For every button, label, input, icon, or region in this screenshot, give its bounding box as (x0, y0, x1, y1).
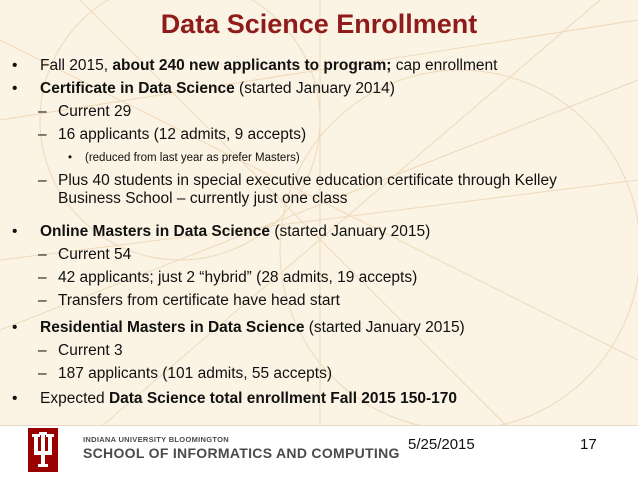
text: 42 applicants; just 2 “hybrid” (28 admits, 19 accepts) (58, 269, 418, 286)
dash-marker: – (38, 342, 47, 359)
text: (started January 2015) (270, 223, 431, 240)
bullet-line (12, 80, 395, 98)
bullet-line (38, 269, 418, 287)
bullet-line (38, 172, 557, 190)
bullet-marker: • (12, 57, 18, 74)
bullet-line (12, 223, 431, 241)
footer (0, 425, 638, 479)
university-name: INDIANA UNIVERSITY BLOOMINGTON (83, 435, 229, 444)
bold-text: Certificate in Data Science (40, 80, 235, 97)
text: Transfers from certificate have head start (58, 292, 340, 309)
dash-marker: – (38, 365, 47, 382)
bullet-line (38, 103, 132, 121)
text: (reduced from last year as prefer Masters) (85, 152, 300, 164)
page-number: 17 (580, 436, 597, 453)
iu-trident-icon (26, 428, 60, 472)
dash-marker: – (38, 292, 47, 309)
text: (started January 2015) (304, 319, 465, 336)
text: Current 29 (58, 103, 132, 120)
footer-divider (0, 425, 638, 426)
bullet-line (38, 342, 123, 360)
text: 16 applicants (12 admits, 9 accepts) (58, 126, 307, 143)
bullet-marker: • (12, 390, 18, 407)
dash-marker: – (38, 246, 47, 263)
bullet-line (68, 149, 300, 167)
text: (started January 2014) (234, 80, 395, 97)
bullet-marker: • (12, 319, 18, 336)
dash-marker: – (38, 126, 47, 143)
slide-date: 5/25/2015 (408, 436, 475, 453)
bullet-line (38, 126, 307, 144)
bullet-marker: • (12, 223, 18, 240)
bullet-line (12, 319, 465, 337)
bold-text: Data Science total enrollment Fall 2015 150-170 (108, 390, 457, 407)
bold-text: about 240 new applicants to program; (112, 57, 392, 74)
text: Fall 2015, (40, 57, 113, 74)
text: Current 54 (58, 246, 132, 263)
dash-marker: – (38, 172, 47, 189)
text: cap enrollment (391, 57, 498, 74)
bold-text: Residential Masters in Data Science (40, 319, 305, 336)
bullet-marker: • (68, 152, 73, 164)
bullet-line (38, 246, 132, 264)
text: Plus 40 students in special executive education certificate through Kelley (58, 172, 557, 189)
bullet-line (12, 57, 498, 75)
school-name: SCHOOL OF INFORMATICS AND COMPUTING (83, 445, 400, 461)
bullet-line (38, 292, 340, 310)
dash-marker: – (38, 103, 47, 120)
bullet-line (58, 190, 347, 208)
bullet-line (12, 390, 457, 408)
text: Business School – currently just one class (58, 190, 348, 207)
slide-title: Data Science Enrollment (160, 9, 478, 39)
text: Current 3 (58, 342, 123, 359)
bullet-line (38, 365, 332, 383)
dash-marker: – (38, 269, 47, 286)
text: 187 applicants (101 admits, 55 accepts) (58, 365, 332, 382)
bold-text: Online Masters in Data Science (40, 223, 271, 240)
bullet-marker: • (12, 80, 18, 97)
text: Expected (40, 390, 109, 407)
